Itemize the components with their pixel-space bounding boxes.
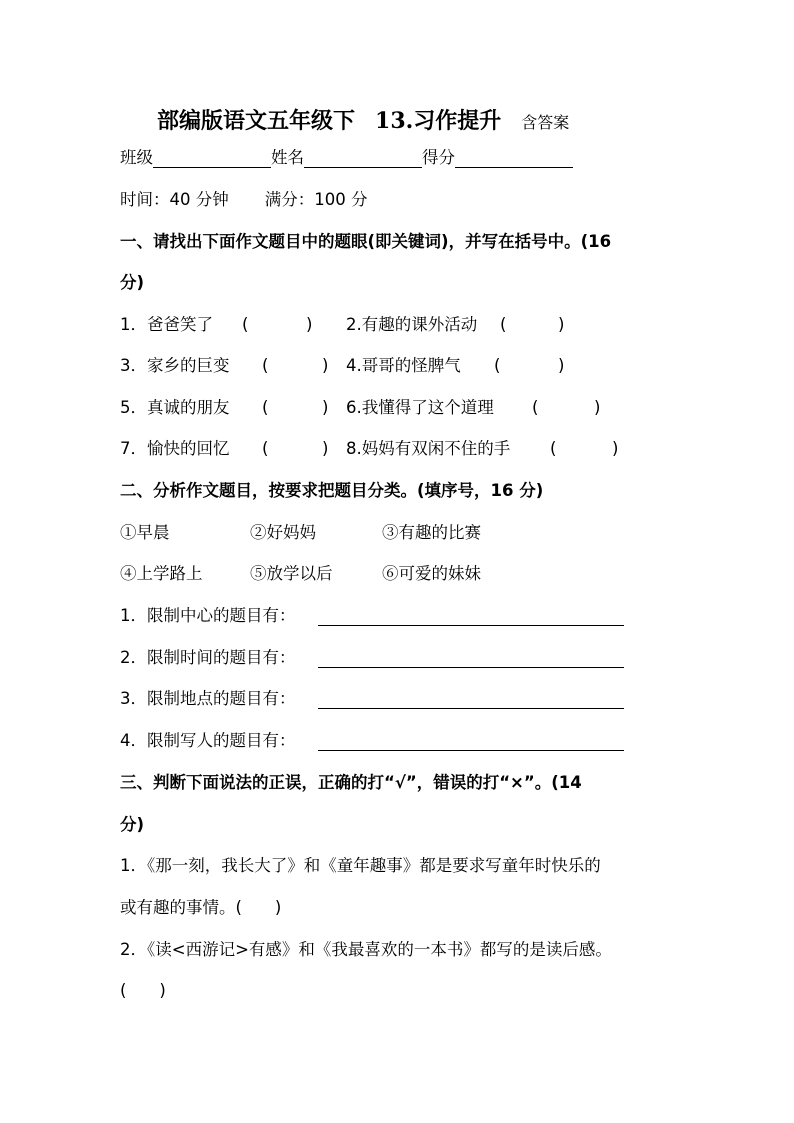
section3-heading: 三、判断下面说法的正误，正确的打“√”，错误的打“×”。(14 <box>120 773 582 792</box>
answer-line-center[interactable] <box>318 625 624 626</box>
judgement-q1-line1: 1．《那一刻，我长大了》和《童年趣事》都是要求写童年时快乐的 <box>120 856 601 875</box>
answer-line-place[interactable] <box>318 708 624 709</box>
item-7-paren-close: ) <box>322 439 329 458</box>
title-answer-note: 含答案 <box>521 113 570 132</box>
item-7-paren-open: ( <box>262 439 269 458</box>
class-label: 班级 <box>120 148 153 167</box>
option-1: ①早晨 <box>120 523 170 542</box>
item-4-paren-close: ) <box>558 356 565 375</box>
item-5-paren-open: ( <box>262 398 269 417</box>
option-2: ②好妈妈 <box>250 523 316 542</box>
option-6: ⑥可爱的妹妹 <box>382 564 481 583</box>
item-5-text: 5．真诚的朋友 <box>120 398 230 417</box>
section3-heading-cont: 分) <box>120 815 145 834</box>
item-8-paren-close: ) <box>612 439 619 458</box>
time-limit: 时间：40 分钟 <box>120 190 229 209</box>
title-main-a: 部编版语文五年级下 <box>157 108 356 134</box>
student-info-row <box>120 148 573 168</box>
judgement-q1-line2: 或有趣的事情。( ) <box>120 898 282 917</box>
item-3-paren-open: ( <box>262 356 269 375</box>
question-row-person: 4．限制写人的题目有： <box>120 731 296 750</box>
section1-heading: 一、请找出下面作文题目中的题眼(即关键词)，并写在括号中。(16 <box>120 232 612 251</box>
item-5-paren-close: ) <box>322 398 329 417</box>
question-row-place: 3．限制地点的题目有： <box>120 689 296 708</box>
answer-line-time[interactable] <box>318 667 624 668</box>
question-row-time: 2．限制时间的题目有： <box>120 648 296 667</box>
item-6-paren-close: ) <box>594 398 601 417</box>
question-row-center: 1．限制中心的题目有： <box>120 606 296 625</box>
item-1-paren-open: ( <box>242 315 249 334</box>
judgement-q2-line1: 2．《读<西游记>有感》和《我最喜欢的一本书》都写的是读后感。 <box>120 940 612 959</box>
score-blank[interactable] <box>455 150 573 168</box>
name-label: 姓名 <box>271 148 304 167</box>
item-1-paren-close: ) <box>306 315 313 334</box>
option-4: ④上学路上 <box>120 564 203 583</box>
item-8-paren-open: ( <box>550 439 557 458</box>
title-main-b: 13.习作提升 <box>375 108 502 134</box>
item-2-paren-open: ( <box>500 315 507 334</box>
option-5: ⑤放学以后 <box>250 564 333 583</box>
score-label: 得分 <box>422 148 455 167</box>
name-blank[interactable] <box>304 150 422 168</box>
option-3: ③有趣的比赛 <box>382 523 481 542</box>
full-score: 满分：100 分 <box>264 190 368 209</box>
worksheet-title <box>157 104 569 135</box>
item-2-text: 2.有趣的课外活动 <box>346 315 478 334</box>
item-4-text: 4.哥哥的怪脾气 <box>346 356 461 375</box>
class-blank[interactable] <box>153 150 271 168</box>
item-2-paren-close: ) <box>558 315 565 334</box>
item-7-text: 7．愉快的回忆 <box>120 439 230 458</box>
item-3-paren-close: ) <box>322 356 329 375</box>
item-1-text: 1．爸爸笑了 <box>120 315 213 334</box>
item-3-text: 3．家乡的巨变 <box>120 356 230 375</box>
judgement-q2-line2: ( ) <box>120 981 166 1000</box>
item-8-text: 8.妈妈有双闲不住的手 <box>346 439 511 458</box>
section2-heading: 二、分析作文题目，按要求把题目分类。(填序号，16 分) <box>120 481 544 500</box>
item-6-text: 6.我懂得了这个道理 <box>346 398 494 417</box>
section1-heading-cont: 分) <box>120 273 145 292</box>
item-4-paren-open: ( <box>494 356 501 375</box>
time-score-row <box>120 190 368 210</box>
answer-line-person[interactable] <box>318 750 624 751</box>
item-6-paren-open: ( <box>532 398 539 417</box>
